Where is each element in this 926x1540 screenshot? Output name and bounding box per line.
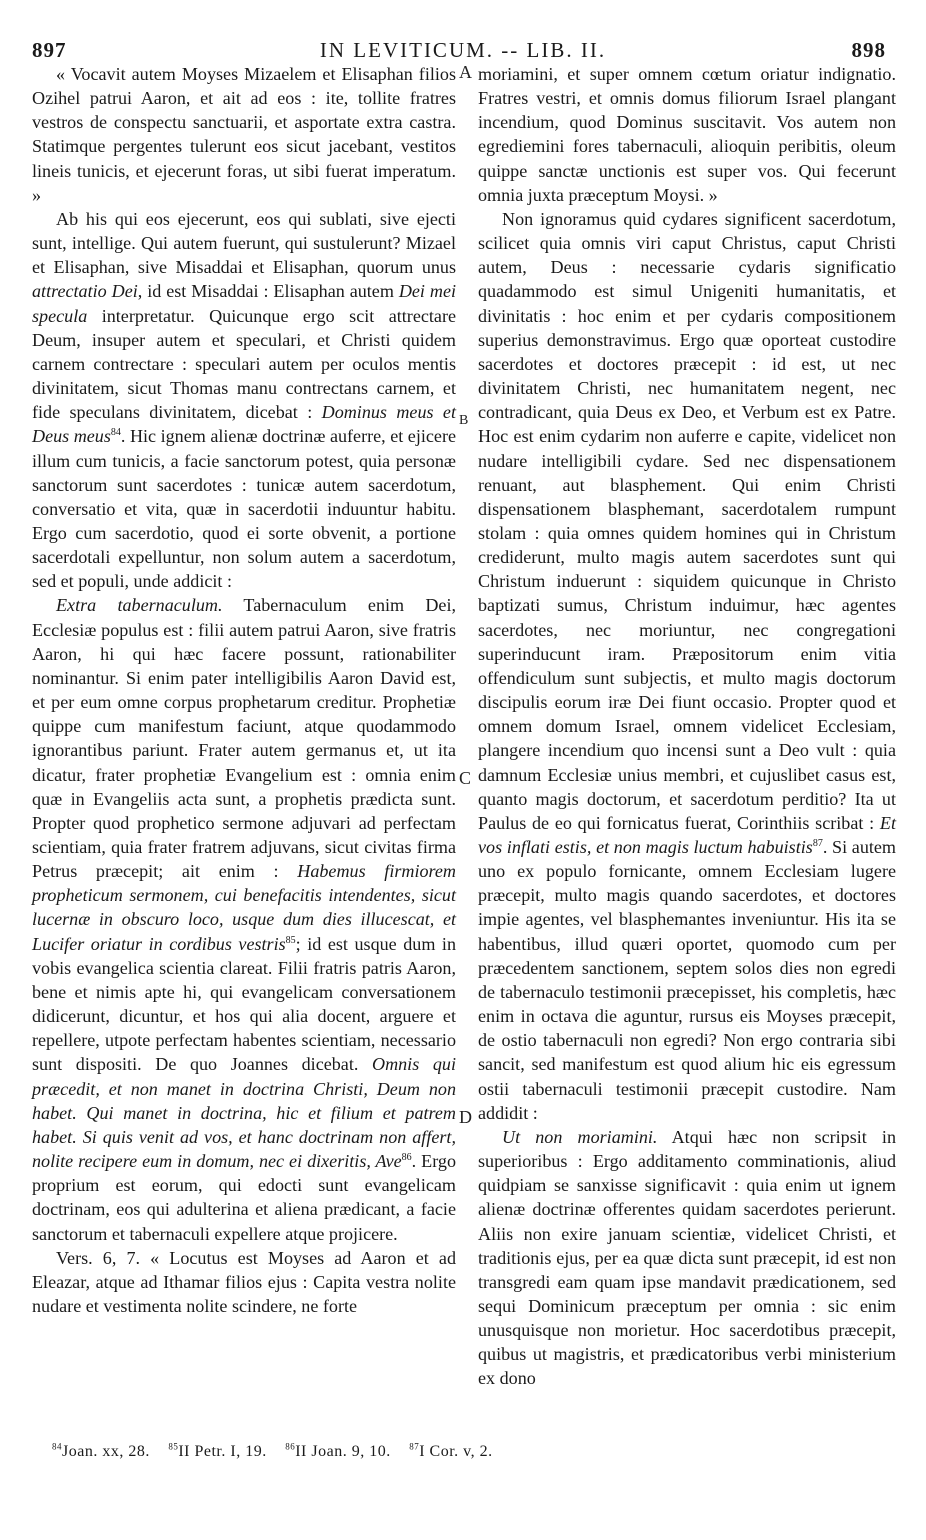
footnote-number: 86 (285, 1442, 296, 1452)
text: . Hic ignem alienæ doctrinæ auferre, et ejicere illum cum tunicis, a facie sanctorum potest, quia personæ sanctorum sunt sacerdotes : tunicæ autem sacerdotum, conversatio et vita, quæ in sacerdotii induuntur habitu. Ergo cum sacerdotio, quod ei sorte obvenit, a portione sacerdotali expelluntur, non solum autem a sacerdotum, sed et populi, unde addicit : (32, 426, 456, 592)
text: moriamini, et super omnem cœtum oriatur indignatio. Fratres vestri, et omnis domus filiorum Israel plangant incendium, quod Dominus suscitavit. Vos autem non egrediemini fores tabernaculi, alioquin peribitis, oleum quippe sanctæ unctionis est super vos. Qui fecerunt omnia juxta præceptum Moysi. » (478, 64, 896, 205)
text: Tabernaculum enim Dei, Ecclesiæ populus est : filii autem patrui Aaron, sive fratris Aaron, hi qui hæc facere possunt, rationabiliter nominantur. Si enim pater intelligibilis Aaron David est, et per eum omne corpus prophetarum creditur. Prophetiæ quippe cum manifestum faciunt, atque quodammodo ignorantibus pariunt. Frater autem germanus et, ut ita dicatur, frater prophetiæ Evangelium est : omnia enim quæ in Evangeliis acta sunt, a prophetis prædicta sunt. Propter quod prophetico sermone adjuvari ad perfectam scientiam, quia frater fratrem adjuvans, sicut civitas firma Petrus præcepit; ait enim : (32, 595, 456, 882)
paragraph (32, 1246, 456, 1318)
footnote-ref: 84 (110, 427, 121, 439)
text: Vers. 6, 7. « Locutus est Moyses ad Aaron et ad Eleazar, atque ad Ithamar filios ejus : Capita vestra nolite nudare et vestimenta nolite scindere, ne forte (32, 1247, 456, 1316)
footnote (168, 1443, 266, 1460)
margin-letter-b: B (459, 413, 469, 428)
page-number-right: 898 (851, 38, 886, 62)
footnote (285, 1443, 390, 1460)
text: . Ergo proprium est eorum, qui edocti sunt evangelicam doctrinam, eos qui adulterina et aliena prædicant, a facie sanctorum et tabernaculi expellere atque projicere. (32, 1151, 456, 1244)
paragraph (478, 1125, 896, 1391)
paragraph (478, 207, 896, 1125)
footnote-text: II Joan. 9, 10. (295, 1443, 391, 1461)
page-number-left: 897 (32, 38, 67, 62)
italic-text: Dei mei specula (32, 281, 456, 326)
paragraph (32, 62, 456, 207)
text: Atqui hæc non scripsit in superioribus : Ergo additamento comminationis, aliud quidpiam se sanxisse significavit : quia enim ut ignem alienæ doctrinæ offerentes quidam sacerdotes perierunt. Aliis non exire januam scientiæ, videlicet Christi, et traditionis ejus, per ea quæ dicta sunt præcepit, id est non transgredi eam quam ipse mandavit prædicationem, sed sequi Dominicum præceptum per omnia : sic enim unusquisque non morietur. Hoc sacerdotibus præcepit, quibus ut magistris, et prædicatoribus verbi ministerium ex dono (478, 1126, 897, 1389)
footnote-number: 84 (52, 1442, 62, 1452)
footnote-ref: 85 (285, 934, 296, 946)
footnote-number: 87 (409, 1442, 420, 1452)
paragraph (32, 207, 456, 594)
footnote-text: Joan. xx, 28. (62, 1443, 150, 1461)
footnote-text: II Petr. I, 19. (178, 1443, 267, 1461)
footnote-ref: 87 (812, 837, 823, 849)
footnote-text: I Cor. v, 2. (419, 1443, 493, 1461)
italic-text: Ut non moriamini. (502, 1126, 658, 1147)
text: ; id est usque dum in vobis evangelica scientia clareat. Filii fratris patris Aaron, bene et nimis apte hi, qui evangelicam conversationem didicerunt, dicuntur, et hos qui alia docent, arguere et repellere, utpote perfectam habentes scientiam, necessario sunt dispositi. De quo Joannes dicebat. (32, 933, 457, 1075)
text: . Si autem uno ex populo fornicante, omnem Ecclesiam lugere præcepit, multo magis quando sacerdotes, et doctores impie agentes, vel blasphemantes inveniuntur. His ita se habentibus, illud quæri oportet, quomodo cum per præcedentem sanctionem, septem solos dies non egredi de tabernaculo testimonii præcepisset, his completis, hæc enim in octava die aguntur, rursus eis Moyses præcepit, de ostio tabernaculi non egredi? Non ergo contraria sibi sancit, sed manifestum est quod alium hic eis egressum ostii tabernaculi testimonii præcepit custodire. Nam addidit : (478, 837, 896, 1123)
left-column (32, 62, 456, 1318)
italic-text: Et vos inflati estis, et non magis luctum habuistis (478, 812, 896, 857)
text: Non ignoramus quid cydares significent sacerdotum, scilicet quia omnis viri caput Christus, caput Christi autem, Deus : necessarie cydaris significatio quadammodo est simul Unigeniti humanitatis, et divinitatis : hoc enim et per cydaris compositionem superius demonstravimus. Ergo quæ oporteat custodire sacerdotes et doctores præcepit : id est, ut nec divinitatem Christi, nec humanitatem negent, nec contradicant, quia Deus ex Deo, et Verbum est ex Patre. Hoc est enim cydarim non auferre e capite, videlicet non nudare intelligibili cydare. Sed nec dispensationem renuant, aut blasphement. Qui enim Christi dispensationem blasphemant, sacerdotalem rumpunt stolam : quia omnes quidem homines qui in Christum crediderunt, multo magis autem sacerdotes sunt qui Christum induerunt : siquidem quicunque in Christo baptizati sumus, Christum induimur, hæc agentes sacerdotes, nec moriuntur, nec congregationi superinducunt iram. Præpositorum enim vitia offendiculum sunt subjectis, et multo magis doctorum discipulis eorum iræ Dei fiunt occasio. Propter quod et omnem domum Israel, omnem videlicet Ecclesiam, plangere incendium quo incensi sunt a Deo vult : quia damnum Ecclesiæ unius membri, et cujuslibet casus est, quanto magis doctorum, et sacerdotum perditio? Ita ut Paulus de eo qui fornicatus fuerat, Corinthiis scribat : (478, 208, 896, 833)
footnote (409, 1443, 492, 1460)
margin-letter-d: D (459, 1107, 472, 1127)
italic-text: attrectatio Dei (32, 281, 138, 302)
footnote-ref: 86 (401, 1152, 412, 1163)
paragraph (32, 593, 456, 1245)
italic-text: Omnis qui præcedit, et non manet in doctrina Christi, Deum non habet. Qui manet in doctrina, hic et filium et patrem habet. Si quis venit ad vos, et hanc doctrinam non affert, nolite recipere eum in domum, nec ei dixeritis, Ave (32, 1054, 456, 1172)
italic-text: Dominus meus et Deus meus (32, 402, 456, 447)
running-title: IN LEVITICUM. -- LIB. II. (319, 38, 607, 62)
footnotes (52, 1442, 892, 1461)
italic-text: Extra tabernaculum. (56, 595, 223, 616)
text: interpretatur. Quicunque ergo scit attrectare Deum, insuper autem et speculari, et Christi quidem carnem contrectare : speculari autem per oculos mentis divinitatem, sicut Thomas manu contrectans carnem, et fide speculans divinitatem, dicebat : (32, 305, 456, 423)
italic-text: Habemus firmiorem propheticum sermonem, cui benefacitis intendentes, sicut lucernæ in obscuro loco, usque dum dies illucescat, et Lucifer oriatur in cordibus vestris (32, 861, 456, 954)
text: , id est Misaddai : Elisaphan autem (137, 281, 399, 302)
margin-letter-c: C (459, 768, 472, 788)
paragraph (478, 62, 896, 207)
margin-letter-a: A (459, 62, 472, 82)
right-column (478, 62, 896, 1391)
footnote (52, 1443, 150, 1460)
footnote-number: 85 (168, 1442, 179, 1452)
text: Ab his qui eos ejecerunt, eos qui sublati, sive ejecti sunt, intellige. Qui autem fuerunt, qui sustulerunt? Mizael et Elisaphan, sive Misaddai et Elisaphan, quorum unus (32, 208, 456, 278)
text: « Vocavit autem Moyses Mizaelem et Elisaphan filios Ozihel patrui Aaron, et ait ad eos : ite, tollite fratres vestros de conspectu sanctuarii, et asportate extra castra. Statimque pergentes tulerunt eos sicut jacebant, vestitos lineis tunicis, et ejecerunt foras, ut sibi fuerat imperatum. » (32, 64, 456, 205)
